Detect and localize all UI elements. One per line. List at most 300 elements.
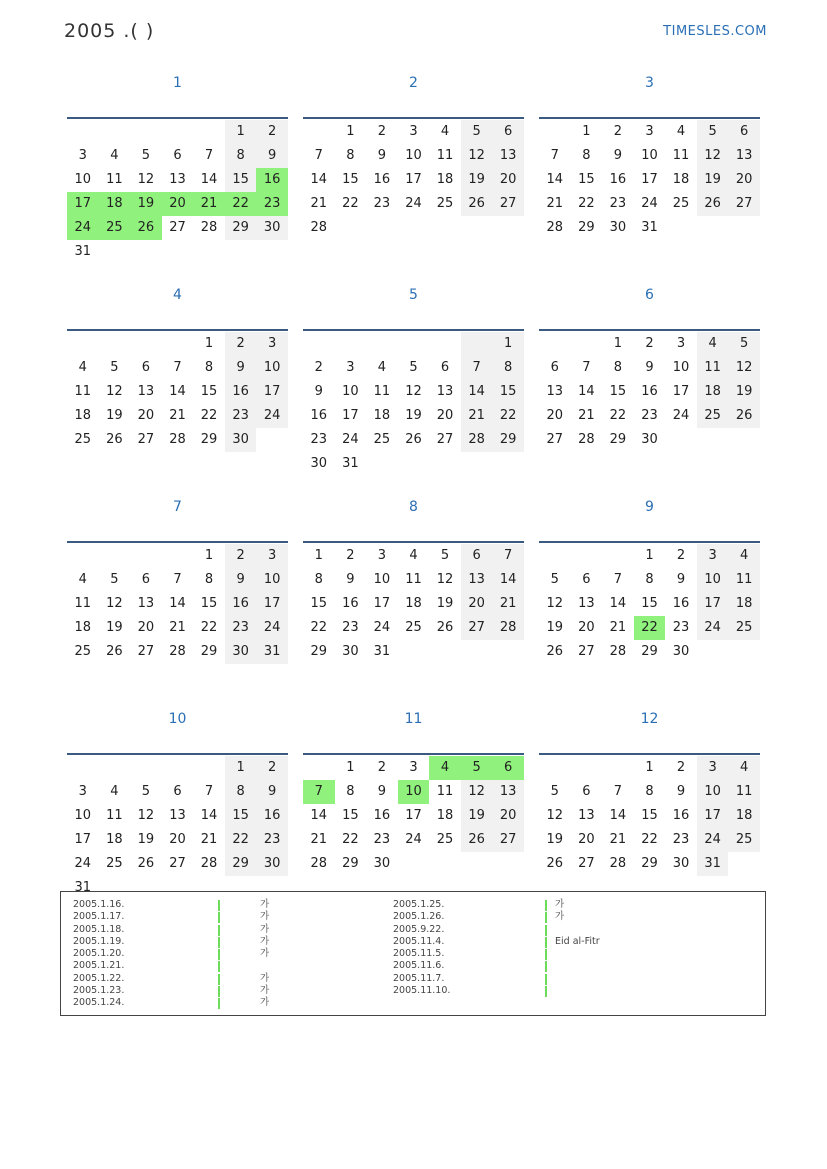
day-cell: 1 [346,124,355,139]
day-cell: 17 [67,192,99,216]
day-cell: 17 [373,596,391,611]
day-cell: 25 [672,196,690,211]
day-cell: 26 [436,620,454,635]
day-cell: 24 [405,832,422,847]
day-cell: 9 [645,360,654,375]
month-1 [67,70,288,282]
holiday-marker [218,974,220,985]
holiday-note-text: 가 [260,997,270,1009]
day-cell: 25 [74,644,92,659]
day-cell: 13 [436,384,454,399]
empty-cell [99,332,131,356]
day-cell: 18 [106,832,123,847]
day-cell: 21 [310,832,328,847]
day-cell: 25 [373,432,391,447]
month-10 [67,706,288,918]
day-cell: 10 [74,172,92,187]
day-cell: 8 [225,780,257,804]
day-cell: 2 [377,760,387,775]
empty-cell [335,332,367,356]
day-cell: 20 [546,408,564,423]
day-cell: 1 [582,124,591,139]
day-cell: 24 [256,616,288,640]
month-days [303,331,524,476]
day-cell: 20 [578,832,595,847]
day-cell: 12 [697,144,729,168]
day-cell: 14 [310,808,328,823]
day-cell: 12 [405,384,422,399]
empty-cell [602,544,634,568]
empty-cell [571,756,603,780]
day-cell: 24 [672,408,690,423]
day-cell: 25 [405,620,422,635]
day-cell: 7 [204,784,214,799]
day-cell: 13 [492,780,524,804]
day-cell: 4 [377,360,387,375]
day-cell: 16 [672,596,690,611]
holiday-note-date: 2005.9.22. [393,923,445,935]
day-cell: 8 [492,356,524,380]
day-cell: 14 [169,384,186,399]
day-cell: 10 [342,384,359,399]
month-days [539,119,760,240]
day-cell: 12 [546,596,564,611]
empty-cell [130,120,162,144]
day-cell: 1 [346,760,355,775]
day-cell: 29 [200,432,218,447]
day-cell: 16 [256,168,288,192]
day-cell: 4 [110,784,119,799]
day-cell: 15 [578,172,595,187]
day-cell: 6 [492,120,524,144]
day-cell: 31 [74,244,92,259]
holiday-note-text: 가 [260,911,270,923]
day-cell: 29 [225,216,257,240]
day-cell: 21 [193,192,225,216]
day-cell: 28 [200,220,218,235]
day-cell: 22 [634,616,666,640]
day-cell: 29 [578,220,595,235]
day-cell: 25 [728,828,760,852]
day-cell: 17 [256,592,288,616]
day-cell: 1 [204,336,214,351]
day-cell: 16 [609,172,627,187]
day-cell: 30 [672,856,690,871]
empty-cell [162,756,194,780]
day-cell: 6 [141,572,151,587]
day-cell: 12 [106,596,123,611]
day-cell: 11 [74,384,92,399]
holiday-marker [545,961,547,972]
holiday-marker [218,937,220,948]
page-title: 2005 .( ) [64,20,155,42]
day-cell: 12 [546,808,564,823]
day-cell: 6 [728,120,760,144]
day-cell: 5 [550,784,559,799]
day-cell: 15 [200,384,218,399]
day-cell: 10 [256,356,288,380]
day-cell: 7 [550,148,559,163]
empty-cell [539,120,571,144]
day-cell: 28 [310,856,328,871]
holiday-note-date: 2005.1.22. [73,972,125,984]
empty-cell [539,544,571,568]
day-cell: 10 [672,360,690,375]
day-cell: 7 [582,360,591,375]
day-cell: 21 [609,620,627,635]
holiday-note-text: Eid al-Fitr [555,935,600,947]
day-cell: 4 [676,124,686,139]
day-cell: 6 [173,148,182,163]
day-cell: 9 [676,784,686,799]
day-cell: 30 [256,216,288,240]
month-title: 5 [409,287,418,303]
day-cell: 24 [74,856,92,871]
day-cell: 12 [461,780,493,804]
day-cell: 18 [373,408,391,423]
day-cell: 17 [74,832,92,847]
day-cell: 12 [137,172,155,187]
month-title: 9 [645,499,654,515]
day-cell: 22 [310,620,328,635]
day-cell: 8 [346,148,355,163]
day-cell: 22 [342,832,359,847]
holiday-note-date: 2005.1.20. [73,948,125,960]
day-cell: 15 [225,804,257,828]
day-cell: 24 [405,196,422,211]
day-cell: 14 [310,172,328,187]
day-cell: 8 [645,784,654,799]
holiday-marker [218,961,220,972]
day-cell: 15 [342,808,359,823]
holiday-marker [218,912,220,923]
day-cell: 31 [74,880,92,895]
day-cell: 22 [342,196,359,211]
day-cell: 9 [314,384,323,399]
day-cell: 20 [578,620,595,635]
day-cell: 25 [74,432,92,447]
empty-cell [162,544,194,568]
day-cell: 5 [461,756,493,780]
day-cell: 8 [645,572,654,587]
day-cell: 3 [256,332,288,356]
month-5 [303,282,524,494]
day-cell: 16 [342,596,359,611]
day-cell: 18 [405,596,422,611]
day-cell: 3 [409,760,418,775]
day-cell: 12 [106,384,123,399]
day-cell: 20 [436,408,454,423]
day-cell: 9 [676,572,686,587]
day-cell: 16 [225,592,257,616]
day-cell: 24 [697,616,729,640]
day-cell: 10 [373,572,391,587]
empty-cell [429,332,461,356]
empty-cell [99,544,131,568]
day-cell: 18 [728,592,760,616]
day-cell: 12 [461,144,493,168]
empty-cell [303,756,335,780]
day-cell: 17 [342,408,359,423]
day-cell: 13 [169,172,186,187]
month-title: 7 [173,499,182,515]
empty-cell [539,756,571,780]
day-cell: 23 [373,832,391,847]
day-cell: 23 [225,616,257,640]
day-cell: 2 [346,548,355,563]
day-cell: 28 [461,428,493,452]
day-cell: 11 [728,568,760,592]
day-cell: 17 [697,592,729,616]
day-cell: 17 [405,808,422,823]
day-cell: 3 [409,124,418,139]
day-cell: 2 [256,120,288,144]
empty-cell [67,544,99,568]
day-cell: 6 [550,360,559,375]
day-cell: 1 [492,332,524,356]
day-cell: 14 [461,380,493,404]
day-cell: 15 [200,596,218,611]
day-cell: 17 [641,172,658,187]
empty-cell [99,756,131,780]
holiday-note-date: 2005.11.7. [393,972,445,984]
day-cell: 4 [409,548,418,563]
day-cell: 13 [137,596,155,611]
day-cell: 27 [728,192,760,216]
day-cell: 10 [405,148,422,163]
day-cell: 30 [609,220,627,235]
day-cell: 1 [204,548,214,563]
holiday-note-text: 가 [260,923,270,935]
day-cell: 27 [492,192,524,216]
day-cell: 11 [728,780,760,804]
day-cell: 19 [436,596,454,611]
holiday-note-date: 2005.11.5. [393,948,445,960]
day-cell: 9 [225,568,257,592]
empty-cell [571,332,603,356]
day-cell: 3 [346,360,355,375]
day-cell: 2 [377,124,387,139]
months-grid [67,70,760,918]
empty-cell [162,332,194,356]
empty-cell [162,120,194,144]
day-cell: 26 [137,856,155,871]
month-days [67,331,288,452]
day-cell: 8 [314,572,323,587]
day-cell: 7 [461,356,493,380]
empty-cell [303,120,335,144]
holiday-note-text: 가 [260,948,270,960]
day-cell: 30 [310,456,328,471]
day-cell: 30 [225,640,257,664]
empty-cell [130,332,162,356]
day-cell: 23 [609,196,627,211]
month-6 [539,282,760,494]
day-cell: 19 [546,832,564,847]
month-title: 6 [645,287,654,303]
day-cell: 11 [74,596,92,611]
day-cell: 14 [492,568,524,592]
day-cell: 9 [377,784,387,799]
brand-link[interactable]: TIMESLES.COM [663,24,767,39]
holiday-marker [545,974,547,985]
day-cell: 31 [256,640,288,664]
day-cell: 9 [225,356,257,380]
day-cell: 14 [609,596,627,611]
day-cell: 10 [697,568,729,592]
holiday-marker [218,986,220,997]
day-cell: 16 [373,172,391,187]
day-cell: 12 [436,572,454,587]
day-cell: 4 [78,572,87,587]
day-cell: 23 [310,432,328,447]
day-cell: 19 [106,408,123,423]
day-cell: 28 [169,432,186,447]
day-cell: 24 [342,432,359,447]
month-9 [539,494,760,706]
day-cell: 11 [697,356,729,380]
empty-cell [398,332,430,356]
month-11 [303,706,524,918]
day-cell: 17 [256,380,288,404]
day-cell: 2 [613,124,623,139]
day-cell: 16 [641,384,658,399]
day-cell: 23 [342,620,359,635]
day-cell: 24 [256,404,288,428]
holiday-marker [545,912,547,923]
day-cell: 9 [613,148,623,163]
month-title: 8 [409,499,418,515]
day-cell: 13 [492,144,524,168]
day-cell: 3 [676,336,686,351]
day-cell: 27 [578,856,595,871]
month-days [67,755,288,900]
holiday-notes [60,891,766,1016]
day-cell: 18 [672,172,690,187]
day-cell: 21 [609,832,627,847]
month-days [67,543,288,664]
day-cell: 28 [609,644,627,659]
day-cell: 4 [440,124,450,139]
day-cell: 30 [672,644,690,659]
day-cell: 28 [169,644,186,659]
day-cell: 31 [342,456,359,471]
day-cell: 16 [373,808,391,823]
day-cell: 13 [461,568,493,592]
empty-cell [602,756,634,780]
holiday-note-date: 2005.1.25. [393,899,445,910]
day-cell: 26 [405,432,422,447]
day-cell: 1 [225,120,257,144]
day-cell: 5 [440,548,450,563]
day-cell: 16 [225,380,257,404]
day-cell: 23 [672,620,690,635]
day-cell: 11 [672,148,690,163]
day-cell: 24 [641,196,658,211]
day-cell: 21 [169,408,186,423]
day-cell: 25 [436,832,454,847]
month-title: 1 [173,75,182,91]
day-cell: 5 [141,148,151,163]
day-cell: 14 [200,172,218,187]
day-cell: 21 [200,832,218,847]
holiday-note-date: 2005.11.4. [393,935,445,947]
empty-cell [130,756,162,780]
day-cell: 6 [582,784,591,799]
day-cell: 3 [377,548,387,563]
day-cell: 2 [225,332,257,356]
day-cell: 8 [225,144,257,168]
holiday-note-date: 2005.11.6. [393,960,445,972]
day-cell: 29 [342,856,359,871]
day-cell: 19 [405,408,422,423]
day-cell: 1 [225,756,257,780]
day-cell: 20 [137,408,155,423]
holiday-marker [545,937,547,948]
day-cell: 23 [225,404,257,428]
holiday-note-text: 가 [555,911,565,923]
day-cell: 22 [225,192,257,216]
day-cell: 31 [373,644,391,659]
day-cell: 4 [697,332,729,356]
page-header [64,20,767,46]
day-cell: 15 [609,384,627,399]
day-cell: 22 [609,408,627,423]
day-cell: 1 [645,548,654,563]
month-7 [67,494,288,706]
holiday-marker [218,998,220,1009]
day-cell: 24 [67,216,99,240]
day-cell: 27 [546,432,564,447]
holiday-marker [545,949,547,960]
day-cell: 13 [578,808,595,823]
day-cell: 6 [440,360,450,375]
month-days [67,119,288,264]
month-2 [303,70,524,282]
day-cell: 27 [578,644,595,659]
day-cell: 5 [550,572,559,587]
day-cell: 5 [110,572,119,587]
holiday-note-date: 2005.1.16. [73,899,125,910]
day-cell: 18 [436,808,454,823]
day-cell: 13 [728,144,760,168]
day-cell: 3 [697,544,729,568]
day-cell: 1 [314,548,323,563]
day-cell: 22 [641,832,658,847]
day-cell: 1 [645,760,654,775]
day-cell: 14 [609,808,627,823]
day-cell: 27 [461,616,493,640]
day-cell: 8 [613,360,623,375]
day-cell: 25 [99,216,131,240]
holiday-note-date: 2005.1.26. [393,911,445,923]
month-days [303,119,524,240]
day-cell: 12 [137,808,155,823]
day-cell: 7 [613,784,623,799]
day-cell: 13 [137,384,155,399]
holiday-note-date: 2005.1.17. [73,911,125,923]
day-cell: 11 [106,808,123,823]
day-cell: 17 [672,384,690,399]
day-cell: 15 [641,808,658,823]
month-title: 11 [404,711,423,727]
day-cell: 29 [492,428,524,452]
holiday-note-date: 2005.1.24. [73,997,125,1009]
day-cell: 28 [200,856,218,871]
day-cell: 19 [106,620,123,635]
empty-cell [539,332,571,356]
day-cell: 26 [461,828,493,852]
